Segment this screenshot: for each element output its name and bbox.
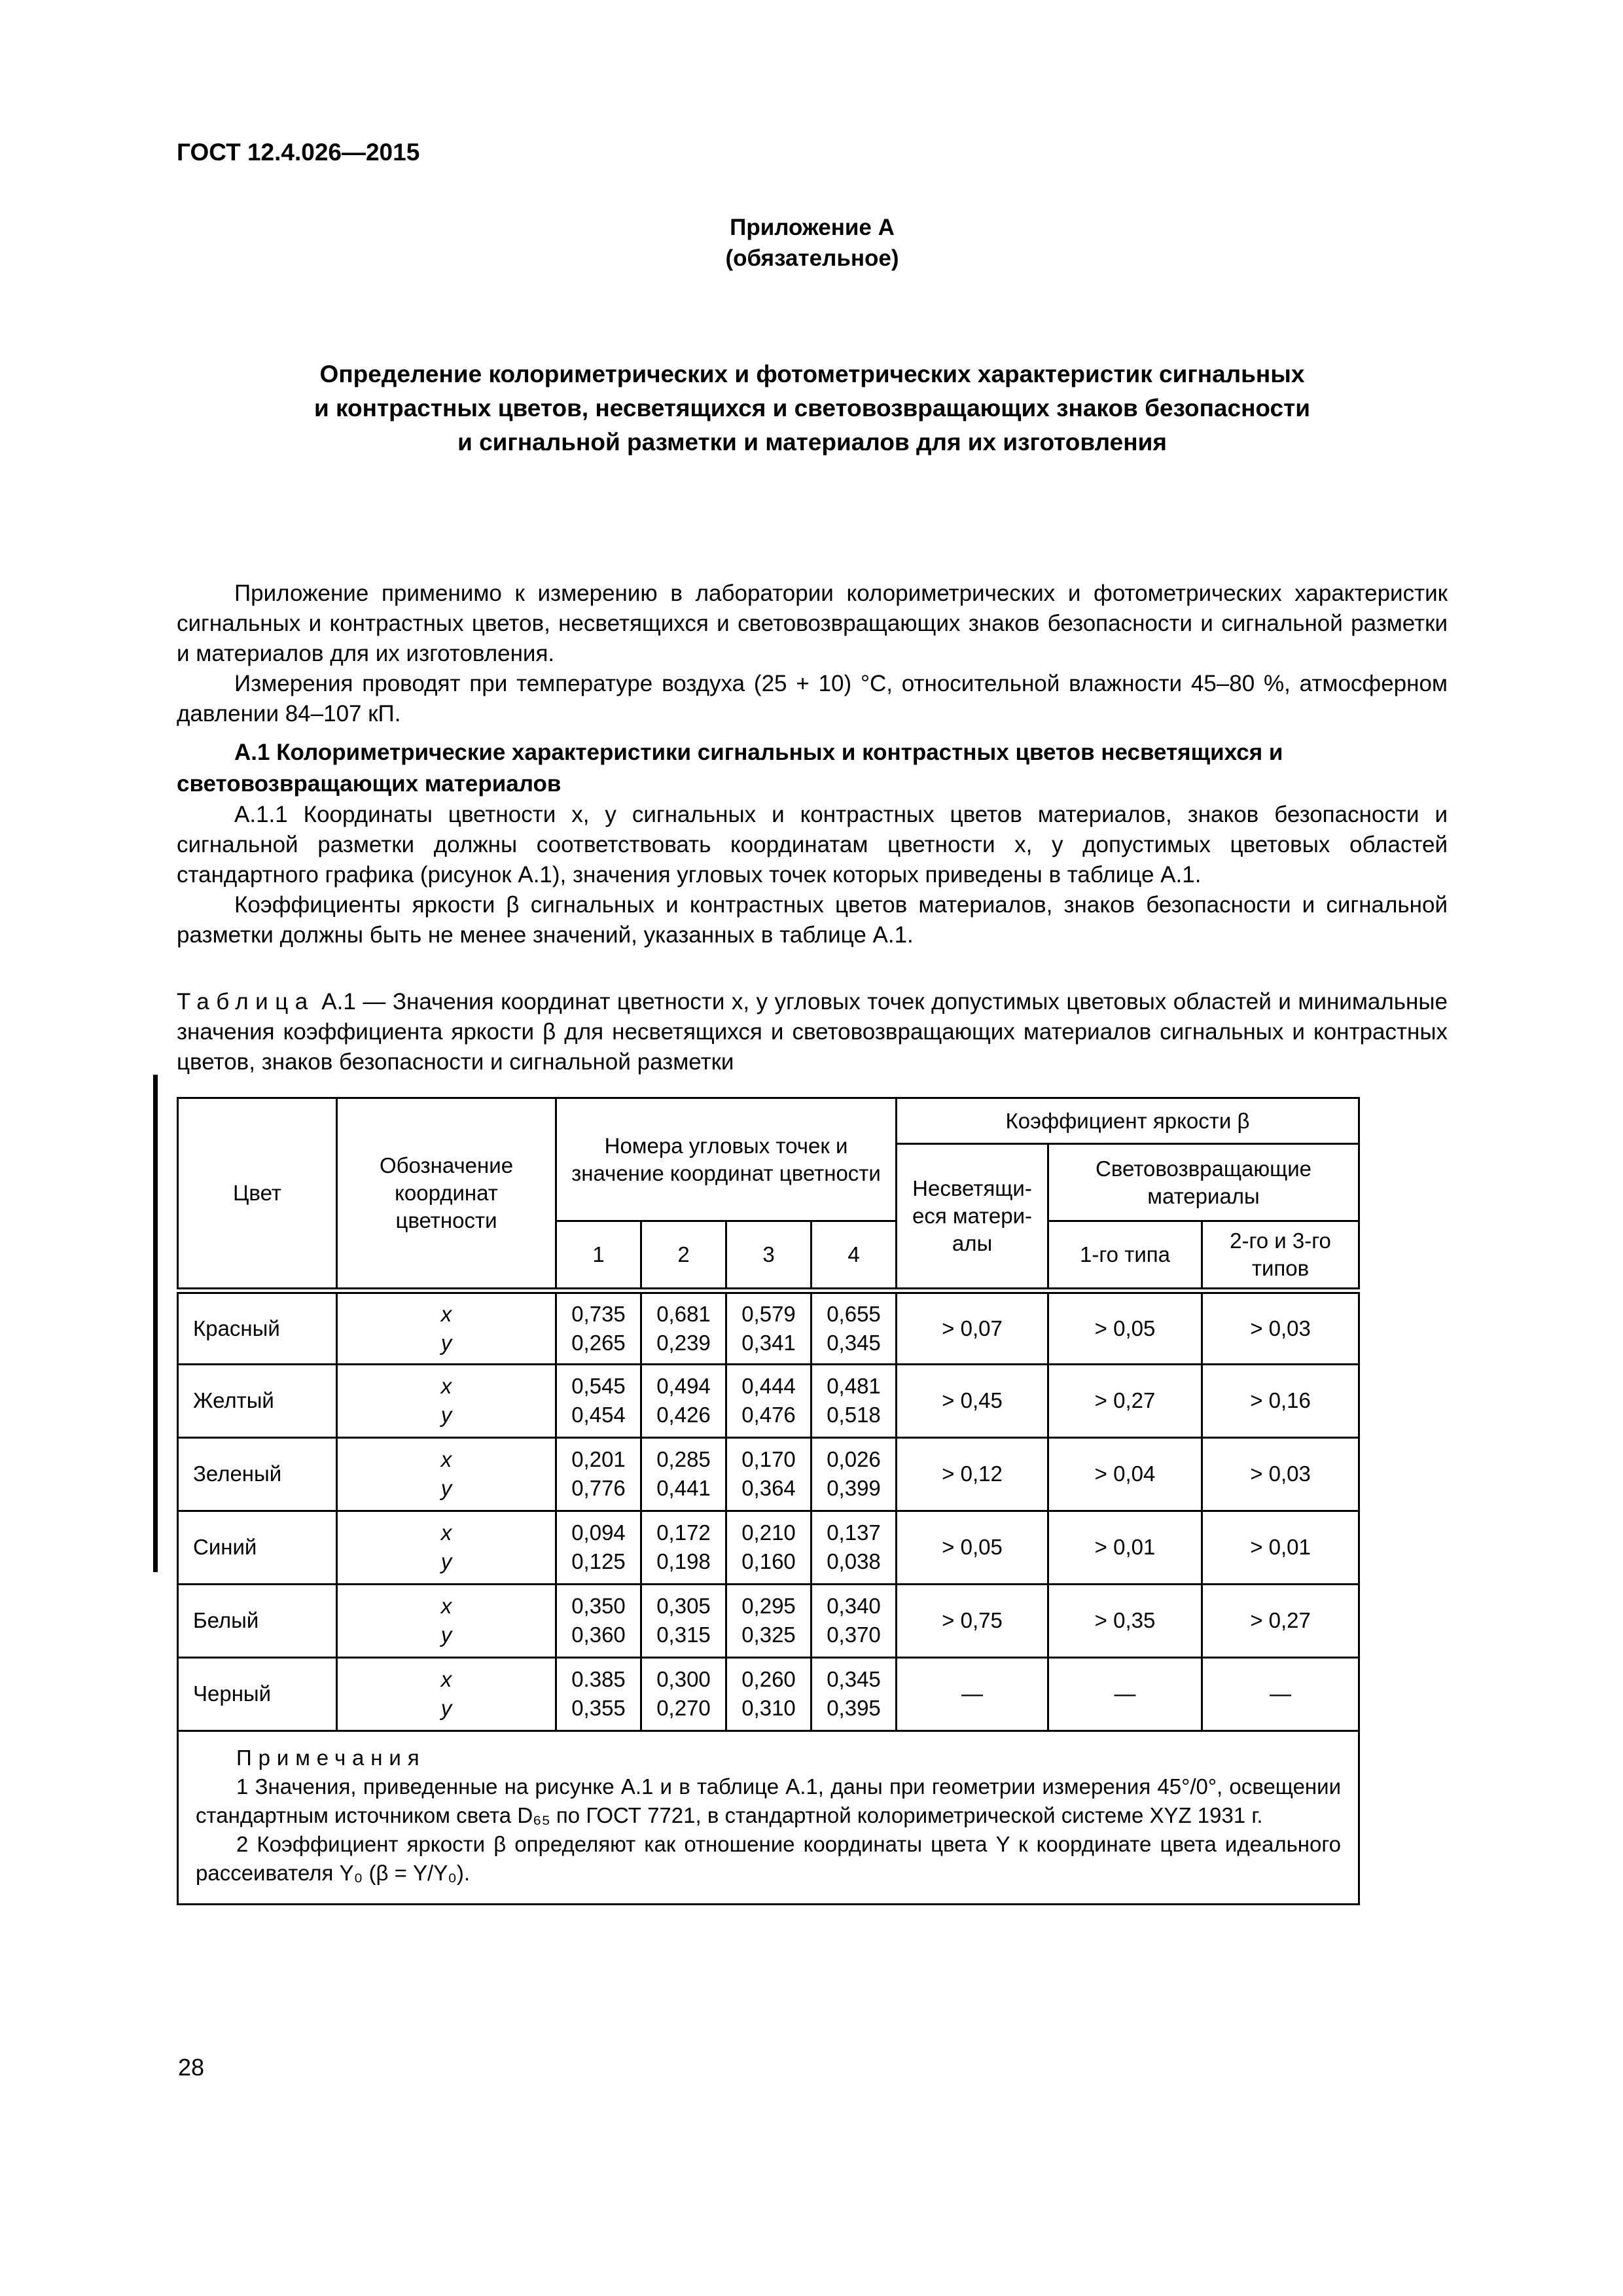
cell-point-1: 0.385 0,355 xyxy=(556,1657,641,1731)
cell-coord-labels: x y xyxy=(337,1437,556,1511)
cell-point-2: 0,681 0,239 xyxy=(641,1291,726,1364)
cell-color: Красный xyxy=(178,1291,337,1364)
table-caption-text: — Значения координат цветности x, y угловых точек допустимых цветовых областей и минимальные значения коэффициента яркости β для несветящихся и световозвращающих материалов сигнальных и контрастных цветов, знаков безопасности и сигнальной разметки xyxy=(177,989,1448,1075)
revision-bar xyxy=(153,1075,158,1572)
cell-type-2-3: > 0,01 xyxy=(1202,1511,1359,1584)
page-number: 28 xyxy=(178,2054,205,2081)
header-corner-points: Номера угловых точек и значение координат цветности xyxy=(556,1098,897,1221)
cell-color: Черный xyxy=(178,1657,337,1731)
header-color: Цвет xyxy=(178,1098,337,1291)
cell-point-4: 0,137 0,038 xyxy=(812,1511,897,1584)
paragraph-a11: А.1.1 Координаты цветности x, y сигнальных и контрастных цветов материалов, знаков безопасности и сигнальной разметки должны соответствовать координатам цветности x, y допустимых цветовых областей стандартного графика (рисунок А.1), значения угловых точек которых приведены в таблице А.1. xyxy=(177,802,1448,888)
header-designation: Обозначение координат цветности xyxy=(337,1098,556,1291)
cell-coord-labels: x y xyxy=(337,1511,556,1584)
table-a1 xyxy=(177,1097,1360,1905)
section-heading-a1: А.1 Колориметрические характеристики сигнальных и контрастных цветов несветящихся и световозвращающих материалов xyxy=(177,740,1283,797)
table-a1-wrapper xyxy=(177,1097,1448,1905)
cell-type-2-3: > 0,03 xyxy=(1202,1437,1359,1511)
table-caption-number: А.1 xyxy=(321,989,356,1014)
cell-point-2: 0,305 0,315 xyxy=(641,1584,726,1657)
doc-code: ГОСТ 12.4.026—2015 xyxy=(177,139,420,166)
cell-point-3: 0,170 0,364 xyxy=(726,1437,812,1511)
cell-point-3: 0,444 0,476 xyxy=(726,1364,812,1437)
cell-non-luminous: > 0,75 xyxy=(897,1584,1048,1657)
cell-type-1: > 0,35 xyxy=(1048,1584,1202,1657)
cell-point-4: 0,481 0,518 xyxy=(812,1364,897,1437)
annex-label: Приложение А xyxy=(730,215,895,240)
cell-color: Зеленый xyxy=(178,1437,337,1511)
annex-title-line-1: Определение колориметрических и фотометрических характеристик сигнальных xyxy=(319,361,1305,387)
annex-title-line-2: и контрастных цветов, несветящихся и световозвращающих знаков безопасности xyxy=(313,395,1310,422)
header-point-1: 1 xyxy=(556,1221,641,1291)
cell-color: Белый xyxy=(178,1584,337,1657)
table-row-blue xyxy=(178,1511,1359,1584)
table-row-white xyxy=(178,1584,1359,1657)
cell-coord-labels: x y xyxy=(337,1364,556,1437)
body-text xyxy=(177,579,1448,950)
cell-type-1: — xyxy=(1048,1657,1202,1731)
table-row-red xyxy=(178,1291,1359,1364)
cell-color: Синий xyxy=(178,1511,337,1584)
cell-non-luminous: > 0,12 xyxy=(897,1437,1048,1511)
cell-point-1: 0,350 0,360 xyxy=(556,1584,641,1657)
notes-heading: Примечания xyxy=(236,1745,426,1770)
cell-type-1: > 0,04 xyxy=(1048,1437,1202,1511)
header-point-3: 3 xyxy=(726,1221,812,1291)
cell-type-2-3: > 0,16 xyxy=(1202,1364,1359,1437)
cell-point-1: 0,735 0,265 xyxy=(556,1291,641,1364)
paragraph-intro-2: Измерения проводят при температуре воздуха (25 + 10) °С, относительной влажности 45–80 %, атмосферном давлении 84–107 кП. xyxy=(177,671,1448,726)
cell-point-2: 0,494 0,426 xyxy=(641,1364,726,1437)
table-notes-row xyxy=(178,1731,1359,1904)
cell-coord-labels: x y xyxy=(337,1291,556,1364)
cell-non-luminous: > 0,45 xyxy=(897,1364,1048,1437)
cell-point-4: 0,340 0,370 xyxy=(812,1584,897,1657)
cell-point-3: 0,210 0,160 xyxy=(726,1511,812,1584)
cell-type-1: > 0,27 xyxy=(1048,1364,1202,1437)
cell-color: Желтый xyxy=(178,1364,337,1437)
note-2: 2 Коэффициент яркости β определяют как отношение координаты цвета Y к координате цвета идеального рассеивателя Y₀ (β = Y/Y₀). xyxy=(196,1831,1342,1885)
cell-coord-labels: x y xyxy=(337,1657,556,1731)
cell-point-4: 0,345 0,395 xyxy=(812,1657,897,1731)
table-caption-word: Таблица xyxy=(177,989,315,1014)
cell-point-1: 0,094 0,125 xyxy=(556,1511,641,1584)
header-non-luminous: Несветящи-еся матери-алы xyxy=(897,1144,1048,1291)
paragraph-beta: Коэффициенты яркости β сигнальных и контрастных цветов материалов, знаков безопасности и сигнальной разметки должны быть не менее значений, указанных в таблице А.1. xyxy=(177,892,1448,948)
cell-point-2: 0,172 0,198 xyxy=(641,1511,726,1584)
annex-title-line-3: и сигнальной разметки и материалов для их изготовления xyxy=(457,429,1167,456)
annex-header xyxy=(177,212,1448,274)
cell-point-1: 0,201 0,776 xyxy=(556,1437,641,1511)
paragraph-intro-1: Приложение применимо к измерению в лаборатории колориметрических и фотометрических характеристик сигнальных и контрастных цветов, несветящихся и световозвращающих знаков безопасности и сигнальной разметки и материалов для их изготовления. xyxy=(177,581,1448,666)
cell-non-luminous: — xyxy=(897,1657,1048,1731)
table-row-black xyxy=(178,1657,1359,1731)
table-notes xyxy=(178,1731,1359,1904)
cell-type-2-3: — xyxy=(1202,1657,1359,1731)
cell-point-2: 0,300 0,270 xyxy=(641,1657,726,1731)
header-type-2-3: 2-го и 3-го типов xyxy=(1202,1221,1359,1291)
cell-point-3: 0,295 0,325 xyxy=(726,1584,812,1657)
cell-point-4: 0,655 0,345 xyxy=(812,1291,897,1364)
header-brightness-coefficient: Коэффициент яркости β xyxy=(897,1098,1359,1144)
cell-type-1: > 0,01 xyxy=(1048,1511,1202,1584)
cell-non-luminous: > 0,05 xyxy=(897,1511,1048,1584)
cell-type-2-3: > 0,03 xyxy=(1202,1291,1359,1364)
header-point-2: 2 xyxy=(641,1221,726,1291)
table-row-green xyxy=(178,1437,1359,1511)
page-content xyxy=(177,139,1448,1905)
cell-type-1: > 0,05 xyxy=(1048,1291,1202,1364)
cell-point-2: 0,285 0,441 xyxy=(641,1437,726,1511)
cell-point-3: 0,260 0,310 xyxy=(726,1657,812,1731)
cell-non-luminous: > 0,07 xyxy=(897,1291,1048,1364)
note-1: 1 Значения, приведенные на рисунке А.1 и в таблице А.1, даны при геометрии измерения 45°/0°, освещении стандартным источником света D₆₅ по ГОСТ 7721, в стандартной колориметрической системе XYZ 1931 г. xyxy=(196,1774,1342,1827)
cell-point-1: 0,545 0,454 xyxy=(556,1364,641,1437)
header-point-4: 4 xyxy=(812,1221,897,1291)
header-retroreflective: Световозвращающие материалы xyxy=(1048,1144,1359,1221)
annex-sublabel: (обязательное) xyxy=(725,245,899,271)
header-type-1: 1-го типа xyxy=(1048,1221,1202,1291)
cell-point-4: 0,026 0,399 xyxy=(812,1437,897,1511)
table-caption xyxy=(177,987,1448,1077)
table-row-yellow xyxy=(178,1364,1359,1437)
cell-coord-labels: x y xyxy=(337,1584,556,1657)
annex-title xyxy=(177,357,1448,459)
cell-type-2-3: > 0,27 xyxy=(1202,1584,1359,1657)
cell-point-3: 0,579 0,341 xyxy=(726,1291,812,1364)
